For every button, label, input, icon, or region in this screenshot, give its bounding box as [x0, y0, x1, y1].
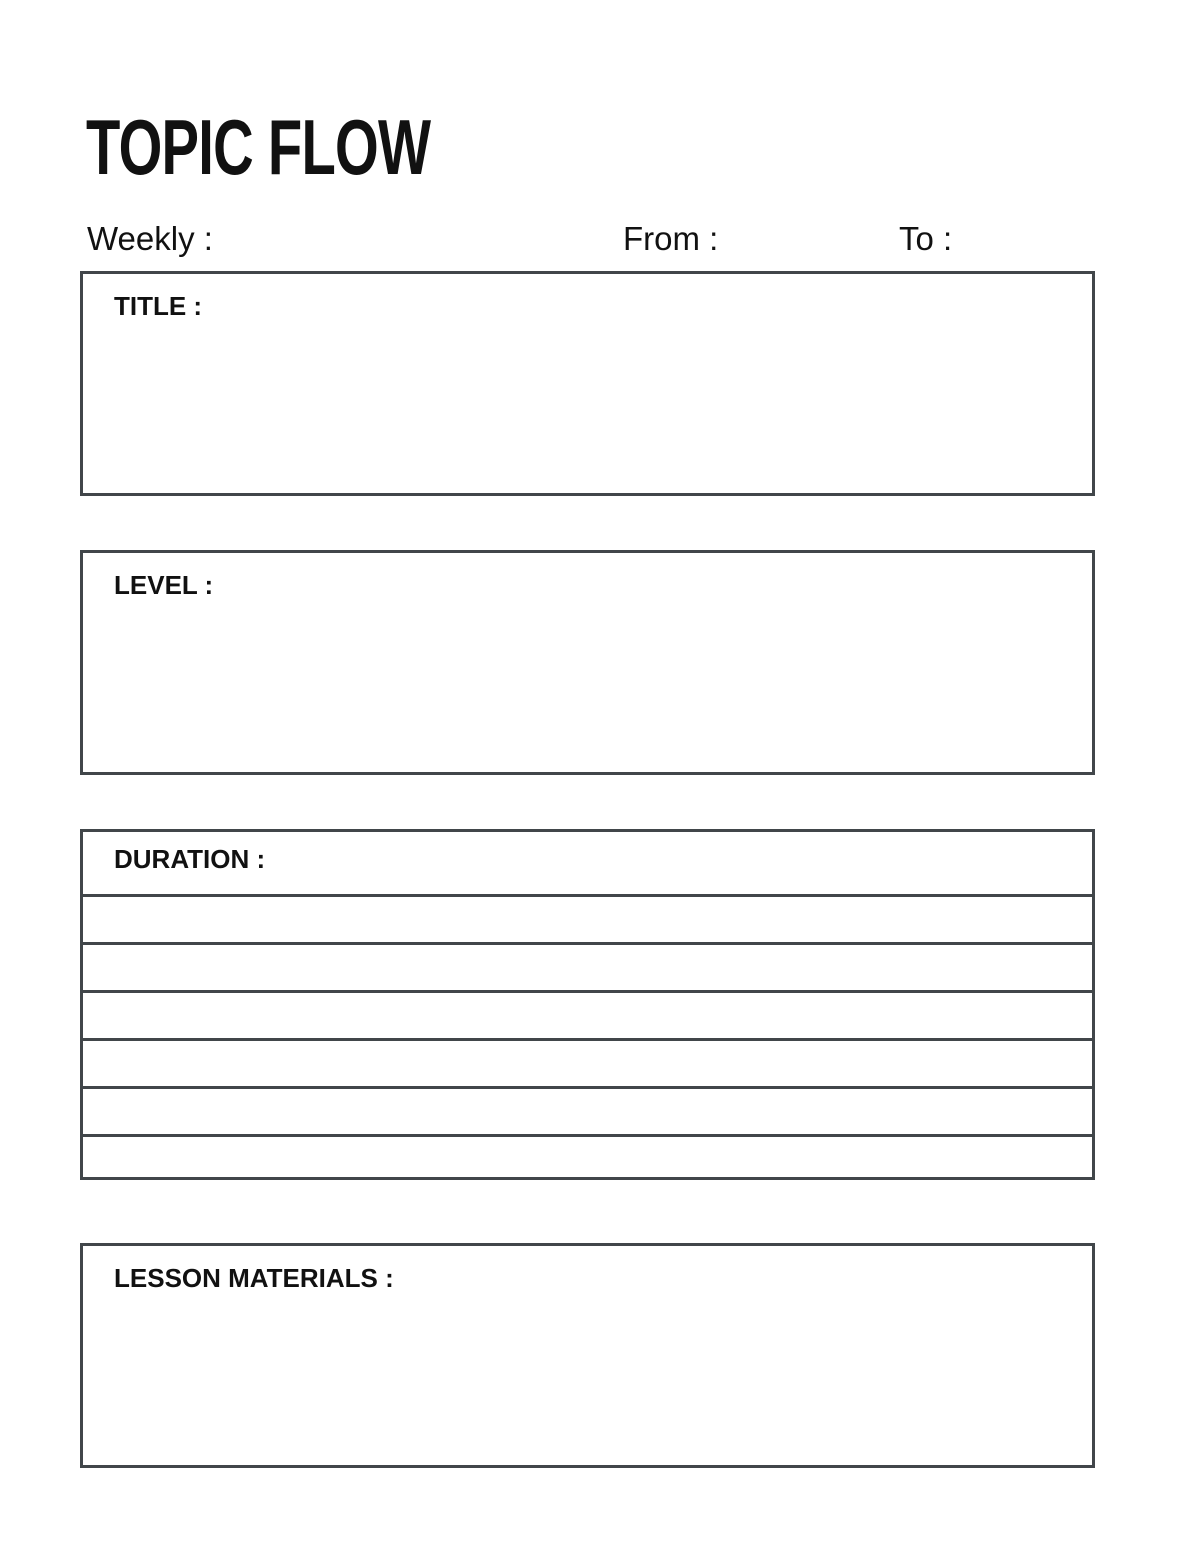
duration-row[interactable] [83, 1041, 1092, 1089]
page-title: TOPIC FLOW [86, 103, 431, 191]
duration-row[interactable] [83, 1089, 1092, 1137]
lesson-materials-label: LESSON MATERIALS : [114, 1263, 394, 1293]
level-box[interactable] [80, 550, 1095, 775]
level-label: LEVEL : [114, 570, 214, 600]
weekly-label: Weekly : [87, 220, 213, 257]
duration-row[interactable] [83, 945, 1092, 993]
title-box[interactable] [80, 271, 1095, 496]
lesson-materials-box[interactable] [80, 1243, 1095, 1468]
from-label: From : [623, 220, 719, 257]
duration-row[interactable] [83, 993, 1092, 1041]
duration-row[interactable] [83, 897, 1092, 945]
duration-label: DURATION : [114, 844, 266, 874]
duration-header [83, 832, 1092, 897]
to-label: To : [899, 220, 953, 257]
duration-table [80, 829, 1095, 1180]
title-label: TITLE : [114, 291, 203, 321]
duration-row[interactable] [83, 1137, 1092, 1182]
